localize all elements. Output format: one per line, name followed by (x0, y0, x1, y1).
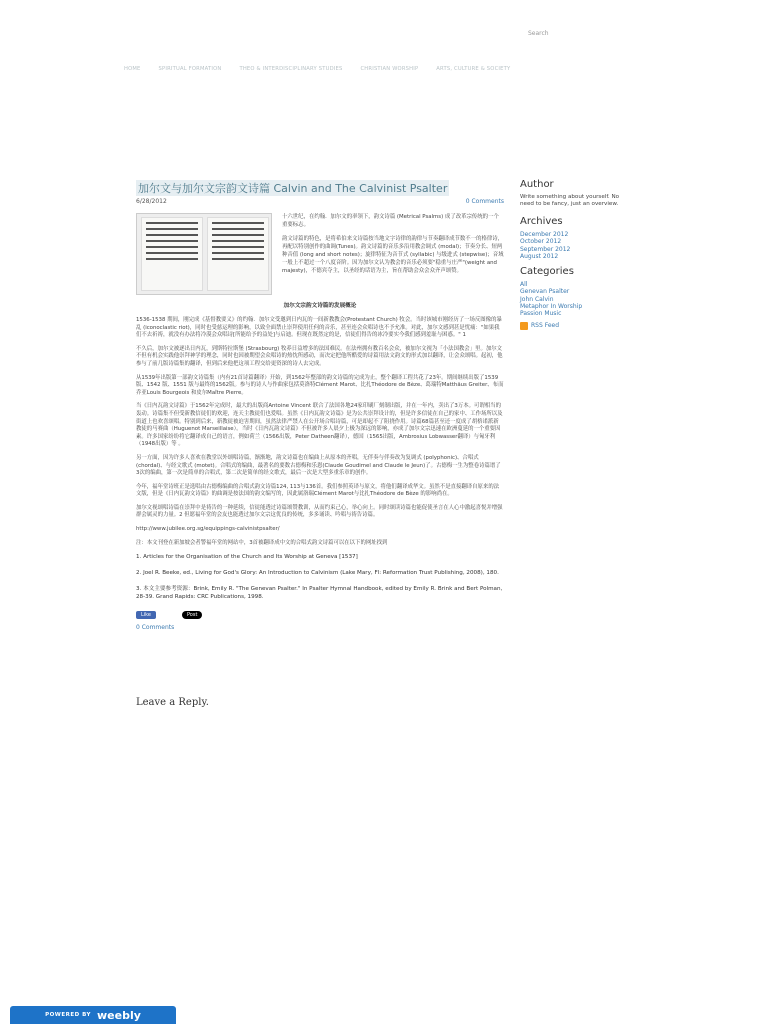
post-date: 6/28/2012 (136, 198, 167, 205)
rss-icon (520, 322, 528, 330)
facebook-like-button[interactable]: Like (136, 611, 156, 619)
rss-feed-link[interactable] (520, 322, 630, 330)
sidebar (520, 179, 630, 330)
weebly-badge[interactable] (10, 1006, 176, 1024)
nav-home[interactable]: HOME (124, 66, 141, 72)
leave-reply-heading: Leave a Reply. (136, 697, 209, 708)
category-link[interactable]: John Calvin (520, 295, 554, 303)
main-nav (124, 66, 528, 72)
footnote: 3. 本文主要参考资源：Brink, Emily R. "The Genevan Psalter." In Psalter Hymnal Handbook, edited by Emily R. Brink and Bert Polman, 28-39. Grand Rapids: CRC Publications, 1998. (136, 586, 503, 601)
powered-by-label: POWERED BY (45, 1012, 91, 1018)
body-paragraph: 当《日内瓦韵文诗篇》于1562年完成时，最大的出版商Antoine Vincent 联合了法国各地24家印刷厂刻制出版，并在一年内，卖出了3万本。可谓相当的轰动。诗篇集不但受新教信徒们的欢迎，连天主教徒们也爱唱。虽然《日内瓦韵文诗篇》是为公共崇拜设计的，但是许多信徒在自己的家中、工作场所以及街道上也欢喜颂唱。特别到后来，新教徒被迫害期间，虽然法律严禁人在公开场合唱诗篇，可是却起不了阻挠作用。诗篇68篇甚至还一度成了胡格诺派新教徒的马赛曲（Huguenot Marseillaise）。当时《日内瓦韵文诗篇》不但被许多人晨夕上极为深远的影响，亦成了加尔文宗迅速在欧洲蔓延的一个重要因素。许多国家纷纷将它翻译成自己的语言，例如荷兰（1566出版，Peter Datheen翻译），德国（1565出版，Ambrosius Lobwasser翻译）与匈牙利（1948出版）等 。 (136, 403, 503, 448)
body-paragraph: 1536-1538 期间，刚完成《基督教要义》的约翰．加尔文受邀到日内瓦的一间新教教会(Protestant Church) 牧会。当时该城市刚经历了一场反图像的暴乱 (iconoclastic riot)，同时也受慈运理的影响，以致全面禁止崇拜使用任何的音乐，甚至连会众唱诗也不予允准。对此，加尔文感到甚是忧痛："如果我们不去祈祷，就没有办法将冷漠会众唱诗[所能给予的益处]与启迪。但现在既然定的是，信徒们得告的冰冷要实今我们感到羞耻与困惑。" 1 (136, 317, 502, 339)
archives-heading: Archives (520, 216, 563, 227)
search-link[interactable]: Search (528, 30, 549, 37)
intro-paragraph: 十六世纪，在约翰．加尔文的率领下，韵文诗篇 (Metrical Psalms) 成了改革宗传统的一个重要标志。 (282, 214, 499, 228)
post (136, 177, 504, 631)
category-link[interactable]: Metaphor In Worship (520, 303, 583, 311)
twitter-post-button[interactable]: Post (182, 611, 202, 619)
psalter-image (136, 213, 272, 295)
archive-link[interactable]: August 2012 (520, 252, 559, 260)
note-text: 注：本文刊登在新加坡会者警福年堂的网站中，3首被翻译成中文的合唱式韵文诗篇可以在以下的网址找到 (136, 539, 388, 546)
post-meta (136, 198, 504, 205)
post-title[interactable]: 加尔文与加尔文宗韵文诗篇 Calvin and The Calvinist Psalter (138, 182, 448, 195)
body-paragraph: 不久后，加尔文被逐出日内瓦，到斯特拉斯堡 (Strasbourg) 牧养日益增多的法国难民。在法州拥有教百名会众，被加尔文视为「小法国教会」里。加尔文不但有机会实践他崇拜神学的理念，同时也因被期望会众唱诗的热忱所感动，而决定把他所酷爱的诗篇用法文韵文的形式加以翻译，让会众颂唱。起初，他参与了前几版诗篇集的翻译，但到后来他把这项工程交给更资深的诗人去完成。 (136, 345, 503, 367)
body-paragraph: 今年，福年堂诗班正是选唱由古德梅编曲的合唱式韵文诗篇124, 113与136首。我们参照英译与原文，将他们翻译成华文。虽然不是直接翻译自原来的法文版，但是《日内瓦韵文诗篇》的曲调是按法国的韵文编写的，因此属洛瑞Clément Marot与比扎Théodore de Bèze 的影响尚在。 (136, 483, 500, 498)
comments-footer-link[interactable]: 0 Comments (136, 624, 175, 632)
body-paragraph: 从1539年出版第一部韵文诗篇集（内有21首诗篇翻译）开始，到1562年整部的韵文诗篇的完成为止，整个翻译工程共花了23年。期间继续出版了1539 版、1542 版、1551 版与最终的1562版。参与的诗人与作曲家包括莫洛特Clément Marot、比扎Théodore de Bèze、葛瑞特Matthäus Greiter、布而乔亚Louis Bourgeois 和皮尔Maître Pierre。 (136, 374, 504, 396)
nav-arts-culture[interactable]: ARTS, CULTURE & SOCIETY (436, 66, 511, 72)
post-subheading: 加尔文宗韵文诗篇的发展概论 (283, 303, 357, 309)
footnote: 1. Articles for the Organisation of the Church and Its Worship at Geneva [1537] (136, 554, 358, 561)
weebly-logo: weebly (96, 1008, 141, 1022)
nav-spiritual-formation[interactable]: SPIRITUAL FORMATION (158, 66, 222, 72)
archive-link[interactable]: September 2012 (520, 245, 571, 253)
intro-paragraph: 韵文诗篇的特色，是将希伯来文诗篇按当地文字诗律的韵律与节奏翻译成节数不一的格律诗，再配以特别创作的曲调(Tunes)。韵文诗篇的音乐多沿用教会调式 (modal)；节奏分长、短两种音值 (long and short notes)；旋律特征为音节式 (syllabic) 与级进式 (stepwise)；音域一般上不超过一个八度音阶。因为加尔文认为教会的音乐必须要"稳重与庄严"(weight and majesty)，不德宾夺主，以圣经的话语为主，旨在帮助会众会众齐声颂赞。 (282, 236, 504, 274)
category-link[interactable]: All (520, 281, 528, 289)
body-paragraph: 加尔文视颂唱诗篇在崇拜中是祷告的一种延续，信徒能透过诗篇颂赞教训，从而约束己心，举心向上。同时颂读诗篇也能促使圣言在人心中激起喜悦并增强群会属灵的力量。2 但愿福年堂的会友也能透过加尔文宗这优良的传统，多多诵读、吟唱与祷告诗篇。 (136, 504, 503, 519)
nav-theo-studies[interactable]: THEO & INTERDISCIPLINARY STUDIES (239, 66, 343, 72)
categories-heading: Categories (520, 266, 574, 278)
rss-label: RSS Feed (531, 322, 560, 330)
author-text: Write something about yourself. No need to be fancy, just an overview. (520, 194, 620, 207)
archive-link[interactable]: December 2012 (520, 231, 569, 238)
author-heading: Author (520, 179, 554, 190)
archive-link[interactable]: October 2012 (520, 238, 562, 246)
nav-christian-worship[interactable]: CHRISTIAN WORSHIP (360, 66, 419, 72)
post-body (136, 317, 504, 547)
comments-link[interactable]: 0 Comments (465, 198, 504, 205)
source-link[interactable]: http://www.jubilee.org.sg/equippings-calvinistpsalter/ (136, 526, 280, 533)
category-link[interactable]: Genevan Psalter (520, 288, 570, 296)
body-paragraph: 另一方面，因为许多人喜欢在教堂以外颂唱诗篇，渐渐地，韵文诗篇也在编曲上从原本的齐唱，无伴奏与伴奏改为复调式 (polyphonic)、合唱式 (chordal)、与经文歌式 (motet)。合唱式的编曲，最著名的要数古德梅和乐恩(Claude Goudimel and Claude le Jeun)了。古德梅一生为整卷诗篇谱了3次的编曲，第一次是简单的合唱式，第二次是简单的经文歌式，最后一次是大型多重乐章的创作。 (136, 454, 501, 477)
social-buttons (136, 611, 504, 619)
post-intro (136, 213, 504, 295)
footnote: 2. Joel R. Beeke, ed., Living for God's Glory: An Introduction to Calvinism (Lake Mary, Fl: Reformation Trust Publishing, 2008), 180. (136, 570, 499, 577)
category-link[interactable]: Passion Music (520, 310, 562, 318)
